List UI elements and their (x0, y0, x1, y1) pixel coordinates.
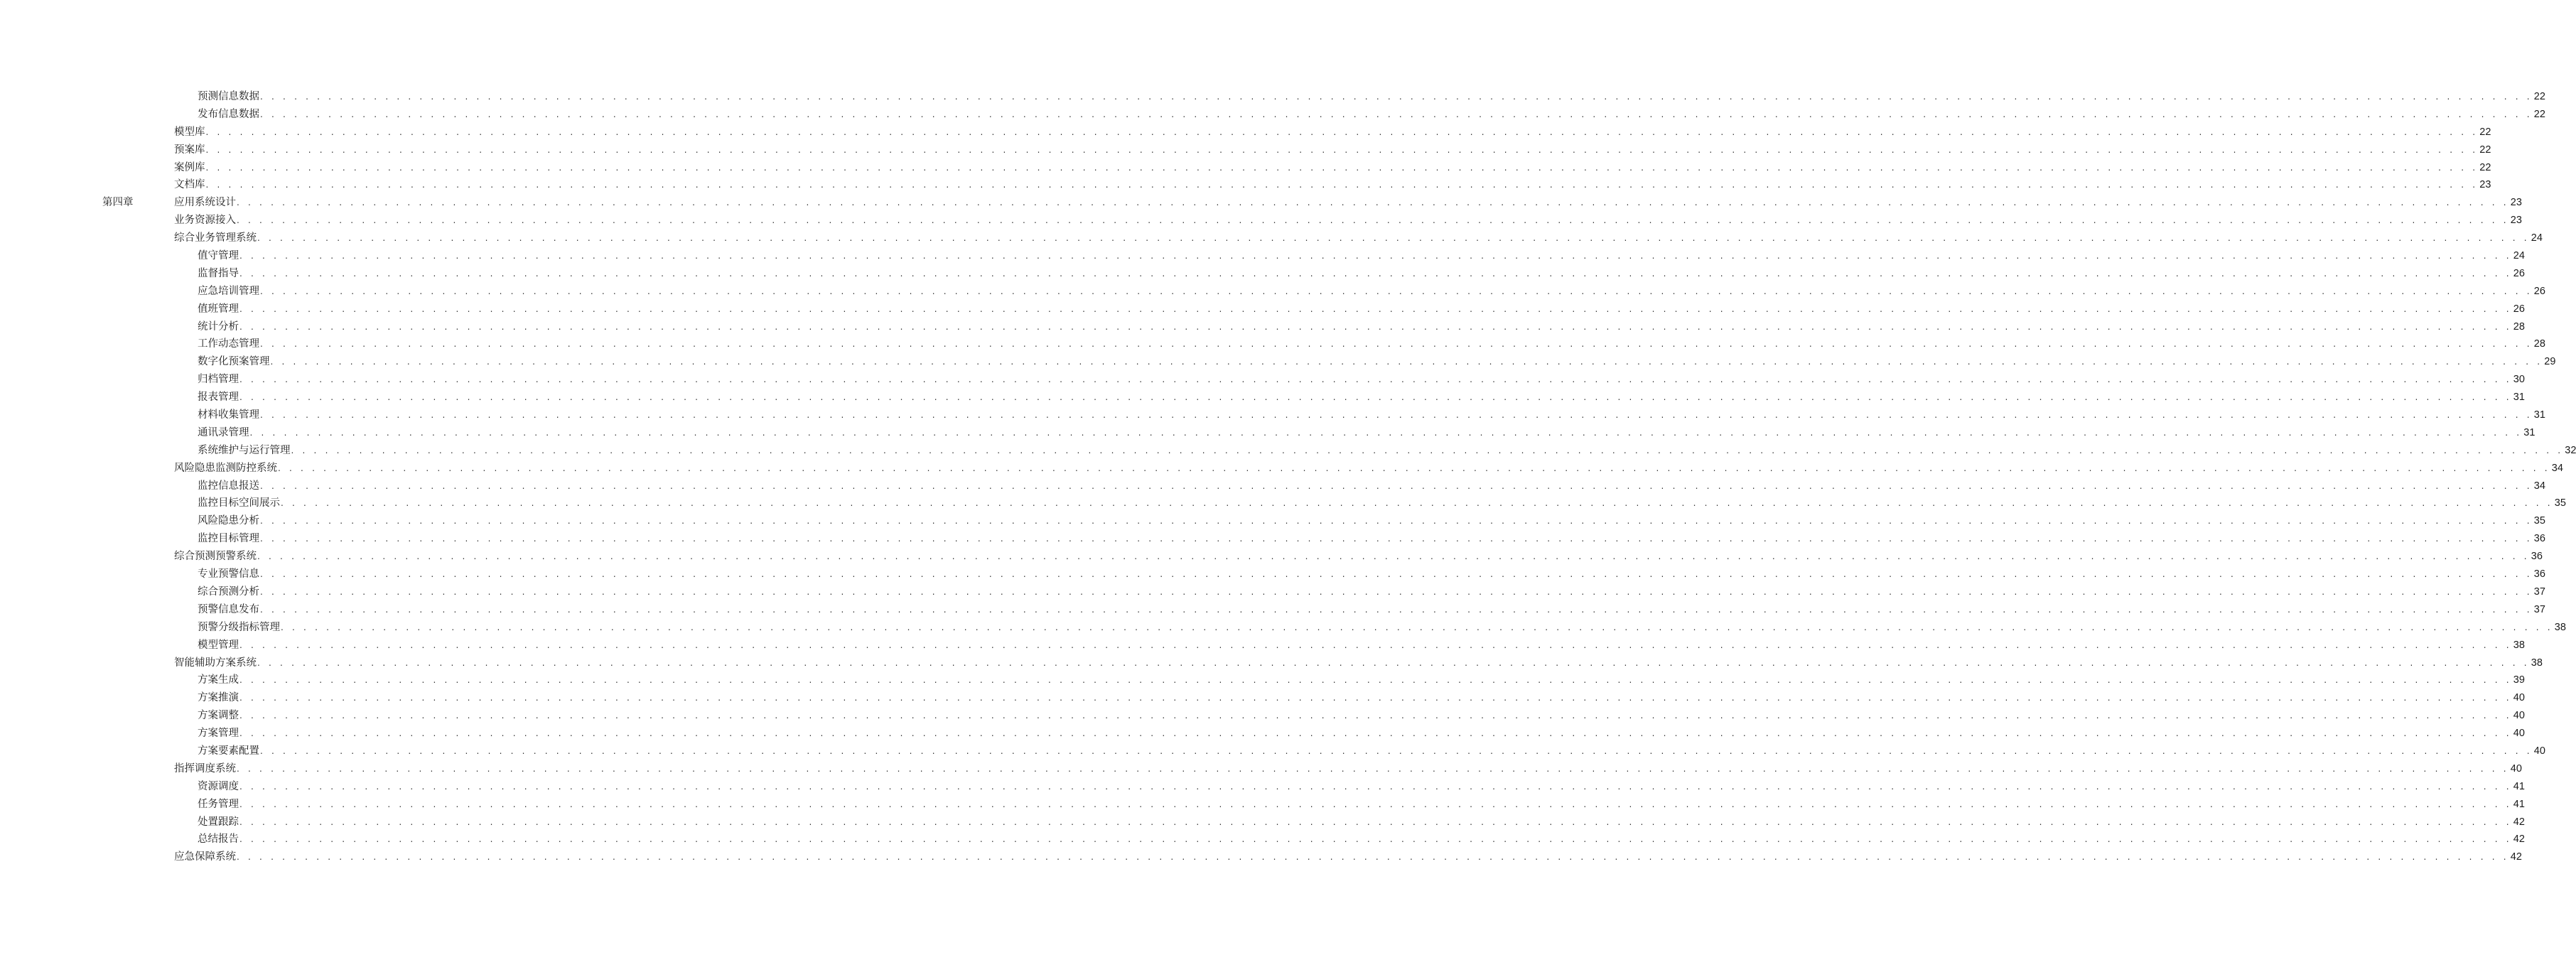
toc-entry-title: 发布信息数据 (198, 108, 259, 120)
toc-entry[interactable] (198, 796, 2525, 814)
toc-page-number: 26 (2533, 285, 2545, 297)
toc-entry-title: 监控目标空间展示 (198, 497, 280, 509)
toc-page-number: 26 (2513, 303, 2525, 315)
dot-leader: . . . . . . . . . . . . . . . . . . . . . . . . . . . . . . . . . . . . . . . . . . . . . . . . . . . . . . . . . . . . . . . . . . . . . . . . . . . . . . . . . . . . . . . . . . . . . . . . . . . . . . . . . . . . . . . . . . . . . . . . . . . . . . . . . . . . . . . . . . . . . . . . . . . . . . . . . . . . . . . . . . . . . . . . . . . . . . . . . . . . . . . . . . . . . . . . . . . . . . . . (257, 551, 2530, 562)
dot-leader: . . . . . . . . . . . . . . . . . . . . . . . . . . . . . . . . . . . . . . . . . . . . . . . . . . . . . . . . . . . . . . . . . . . . . . . . . . . . . . . . . . . . . . . . . . . . . . . . . . . . . . . . . . . . . . . . . . . . . . . . . . . . . . . . . . . . . . . . . . . . . . . . . . . . . . . . . . . . . . . . . . . . . . . . . . . . . . . . . . . . . . . . . . . . . . . . . . . . . . . . (281, 622, 2553, 632)
toc-page-number: 38 (2513, 639, 2525, 651)
toc-entry-title: 综合预测预警系统 (174, 551, 257, 563)
toc-row (0, 512, 2545, 530)
toc-page-number: 42 (2513, 816, 2525, 828)
toc-page-number: 34 (2533, 480, 2545, 492)
dot-leader: . . . . . . . . . . . . . . . . . . . . . . . . . . . . . . . . . . . . . . . . . . . . . . . . . . . . . . . . . . . . . . . . . . . . . . . . . . . . . . . . . . . . . . . . . . . . . . . . . . . . . . . . . . . . . . . . . . . . . . . . . . . . . . . . . . . . . . . . . . . . . . . . . . . . . . . . . . . . . . . . . . . . . . . . . . . . . . . . . . . . . . . . . . . . . . . . . . . . . . . . (205, 126, 2479, 137)
toc-page-number: 30 (2513, 374, 2525, 386)
toc-entry[interactable] (198, 619, 2566, 637)
toc-entry[interactable] (174, 141, 2491, 159)
toc-row (0, 124, 2491, 141)
toc-entry[interactable] (198, 671, 2525, 689)
toc-page-number: 35 (2533, 515, 2545, 527)
toc-chapter-label: 第四章 (102, 197, 134, 209)
dot-leader: . . . . . . . . . . . . . . . . . . . . . . . . . . . . . . . . . . . . . . . . . . . . . . . . . . . . . . . . . . . . . . . . . . . . . . . . . . . . . . . . . . . . . . . . . . . . . . . . . . . . . . . . . . . . . . . . . . . . . . . . . . . . . . . . . . . . . . . . . . . . . . . . . . . . . . . . . . . . . . . . . . . . . . . . . . . . . . . . . . . . . . . . . . . . . . . . . . . . . . . . (278, 463, 2550, 473)
dot-leader: . . . . . . . . . . . . . . . . . . . . . . . . . . . . . . . . . . . . . . . . . . . . . . . . . . . . . . . . . . . . . . . . . . . . . . . . . . . . . . . . . . . . . . . . . . . . . . . . . . . . . . . . . . . . . . . . . . . . . . . . . . . . . . . . . . . . . . . . . . . . . . . . . . . . . . . . . . . . . . . . . . . . . . . . . . . . . . . . . . . . . . . . . . . . . . . . . . . . . . . . (281, 498, 2553, 509)
toc-entry[interactable] (174, 194, 2522, 212)
toc-entry[interactable] (174, 212, 2522, 230)
dot-leader: . . . . . . . . . . . . . . . . . . . . . . . . . . . . . . . . . . . . . . . . . . . . . . . . . . . . . . . . . . . . . . . . . . . . . . . . . . . . . . . . . . . . . . . . . . . . . . . . . . . . . . . . . . . . . . . . . . . . . . . . . . . . . . . . . . . . . . . . . . . . . . . . . . . . . . . . . . . . . . . . . . . . . . . . . . . . . . . . . . . . . . . . . . . . . . . . . . . . . . . . (239, 781, 2512, 792)
toc-entry[interactable] (198, 778, 2525, 796)
toc-entry[interactable] (198, 88, 2545, 106)
toc-entry[interactable] (198, 283, 2545, 301)
dot-leader: . . . . . . . . . . . . . . . . . . . . . . . . . . . . . . . . . . . . . . . . . . . . . . . . . . . . . . . . . . . . . . . . . . . . . . . . . . . . . . . . . . . . . . . . . . . . . . . . . . . . . . . . . . . . . . . . . . . . . . . . . . . . . . . . . . . . . . . . . . . . . . . . . . . . . . . . . . . . . . . . . . . . . . . . . . . . . . . . . . . . . . . . . . . . . . . . . . . . . . . . (260, 480, 2533, 491)
dot-leader: . . . . . . . . . . . . . . . . . . . . . . . . . . . . . . . . . . . . . . . . . . . . . . . . . . . . . . . . . . . . . . . . . . . . . . . . . . . . . . . . . . . . . . . . . . . . . . . . . . . . . . . . . . . . . . . . . . . . . . . . . . . . . . . . . . . . . . . . . . . . . . . . . . . . . . . . . . . . . . . . . . . . . . . . . . . . . . . . . . . . . . . . . . . . . . . . . . . . . . . . (239, 711, 2512, 721)
dot-leader: . . . . . . . . . . . . . . . . . . . . . . . . . . . . . . . . . . . . . . . . . . . . . . . . . . . . . . . . . . . . . . . . . . . . . . . . . . . . . . . . . . . . . . . . . . . . . . . . . . . . . . . . . . . . . . . . . . . . . . . . . . . . . . . . . . . . . . . . . . . . . . . . . . . . . . . . . . . . . . . . . . . . . . . . . . . . . . . . . . . . . . . . . . . . . . . . . . . . . . . . (260, 339, 2533, 350)
toc-row (0, 583, 2545, 601)
toc-row (0, 689, 2525, 707)
toc-page-number: 42 (2513, 833, 2525, 846)
toc-page-number: 22 (2479, 144, 2491, 156)
toc-row (0, 495, 2566, 512)
toc-page-number: 41 (2513, 780, 2525, 792)
toc-entry-title: 资源调度 (198, 780, 239, 792)
dot-leader: . . . . . . . . . . . . . . . . . . . . . . . . . . . . . . . . . . . . . . . . . . . . . . . . . . . . . . . . . . . . . . . . . . . . . . . . . . . . . . . . . . . . . . . . . . . . . . . . . . . . . . . . . . . . . . . . . . . . . . . . . . . . . . . . . . . . . . . . . . . . . . . . . . . . . . . . . . . . . . . . . . . . . . . . . . . . . . . . . . . . . . . . . . . . . . . . . . . . . . . . (239, 268, 2512, 279)
toc-entry[interactable] (198, 353, 2556, 371)
toc-page-number: 40 (2510, 762, 2522, 775)
toc-entry[interactable] (198, 247, 2525, 265)
dot-leader: . . . . . . . . . . . . . . . . . . . . . . . . . . . . . . . . . . . . . . . . . . . . . . . . . . . . . . . . . . . . . . . . . . . . . . . . . . . . . . . . . . . . . . . . . . . . . . . . . . . . . . . . . . . . . . . . . . . . . . . . . . . . . . . . . . . . . . . . . . . . . . . . . . . . . . . . . . . . . . . . . . . . . . . . . . . . . . . . . . . . . . . . . . . . . . . . . . . . . . . . (239, 321, 2512, 332)
toc-entry-title: 归档管理 (198, 374, 239, 386)
toc-page-number: 40 (2533, 745, 2545, 757)
toc-row (0, 530, 2545, 548)
toc-row (0, 831, 2525, 848)
toc-entry-title: 总结报告 (198, 833, 239, 846)
toc-row (0, 442, 2576, 460)
toc-entry[interactable] (198, 601, 2545, 619)
toc-entry[interactable] (198, 318, 2525, 336)
toc-entry[interactable] (174, 848, 2522, 866)
toc-entry[interactable] (198, 442, 2576, 460)
dot-leader: . . . . . . . . . . . . . . . . . . . . . . . . . . . . . . . . . . . . . . . . . . . . . . . . . . . . . . . . . . . . . . . . . . . . . . . . . . . . . . . . . . . . . . . . . . . . . . . . . . . . . . . . . . . . . . . . . . . . . . . . . . . . . . . . . . . . . . . . . . . . . . . . . . . . . . . . . . . . . . . . . . . . . . . . . . . . . . . . . . . . . . . . . . . . . . . . . . . . . . . . (239, 392, 2512, 403)
toc-page-number: 37 (2533, 603, 2545, 615)
toc-entry-title: 智能辅助方案系统 (174, 657, 257, 669)
dot-leader: . . . . . . . . . . . . . . . . . . . . . . . . . . . . . . . . . . . . . . . . . . . . . . . . . . . . . . . . . . . . . . . . . . . . . . . . . . . . . . . . . . . . . . . . . . . . . . . . . . . . . . . . . . . . . . . . . . . . . . . . . . . . . . . . . . . . . . . . . . . . . . . . . . . . . . . . . . . . . . . . . . . . . . . . . . . . . . . . . . . . . . . . . . . . . . . . . . . . . . . . (205, 162, 2479, 173)
dot-leader: . . . . . . . . . . . . . . . . . . . . . . . . . . . . . . . . . . . . . . . . . . . . . . . . . . . . . . . . . . . . . . . . . . . . . . . . . . . . . . . . . . . . . . . . . . . . . . . . . . . . . . . . . . . . . . . . . . . . . . . . . . . . . . . . . . . . . . . . . . . . . . . . . . . . . . . . . . . . . . . . . . . . . . . . . . . . . . . . . . . . . . . . . . . . . . . . . . . . . . . . (239, 251, 2512, 261)
toc-entry[interactable] (174, 654, 2543, 672)
toc-row (0, 637, 2525, 654)
toc-page-number: 22 (2479, 161, 2491, 173)
dot-leader: . . . . . . . . . . . . . . . . . . . . . . . . . . . . . . . . . . . . . . . . . . . . . . . . . . . . . . . . . . . . . . . . . . . . . . . . . . . . . . . . . . . . . . . . . . . . . . . . . . . . . . . . . . . . . . . . . . . . . . . . . . . . . . . . . . . . . . . . . . . . . . . . . . . . . . . . . . . . . . . . . . . . . . . . . . . . . . . . . . . . . . . . . . . . . . . . . . . . . . . . (237, 763, 2509, 774)
toc-entry-title: 专业预警信息 (198, 568, 259, 581)
toc-page-number: 35 (2554, 497, 2566, 509)
toc-entry[interactable] (198, 743, 2545, 760)
toc-entry[interactable] (198, 512, 2545, 530)
toc-entry[interactable] (198, 424, 2535, 442)
dot-leader: . . . . . . . . . . . . . . . . . . . . . . . . . . . . . . . . . . . . . . . . . . . . . . . . . . . . . . . . . . . . . . . . . . . . . . . . . . . . . . . . . . . . . . . . . . . . . . . . . . . . . . . . . . . . . . . . . . . . . . . . . . . . . . . . . . . . . . . . . . . . . . . . . . . . . . . . . . . . . . . . . . . . . . . . . . . . . . . . . . . . . . . . . . . . . . . . . . . . . . . . (239, 675, 2512, 686)
toc-row (0, 106, 2545, 124)
toc-entry[interactable] (198, 814, 2525, 831)
toc-entry-title: 通讯录管理 (198, 426, 249, 438)
toc-entry[interactable] (198, 106, 2545, 124)
toc-row (0, 707, 2525, 725)
dot-leader: . . . . . . . . . . . . . . . . . . . . . . . . . . . . . . . . . . . . . . . . . . . . . . . . . . . . . . . . . . . . . . . . . . . . . . . . . . . . . . . . . . . . . . . . . . . . . . . . . . . . . . . . . . . . . . . . . . . . . . . . . . . . . . . . . . . . . . . . . . . . . . . . . . . . . . . . . . . . . . . . . . . . . . . . . . . . . . . . . . . . . . . . . . . . . . . . . . . . . . . . (237, 215, 2509, 226)
toc-entry[interactable] (198, 478, 2545, 495)
toc-row (0, 301, 2525, 318)
dot-leader: . . . . . . . . . . . . . . . . . . . . . . . . . . . . . . . . . . . . . . . . . . . . . . . . . . . . . . . . . . . . . . . . . . . . . . . . . . . . . . . . . . . . . . . . . . . . . . . . . . . . . . . . . . . . . . . . . . . . . . . . . . . . . . . . . . . . . . . . . . . . . . . . . . . . . . . . . . . . . . . . . . . . . . . . . . . . . . . . . . . . . . . . . . . . . . . . . . . . . . . . (237, 852, 2509, 863)
toc-entry-title: 方案要素配置 (198, 745, 259, 757)
toc-entry[interactable] (198, 265, 2525, 283)
toc-entry-title: 监控信息报送 (198, 480, 259, 492)
toc-entry-title: 方案调整 (198, 710, 239, 722)
dot-leader: . . . . . . . . . . . . . . . . . . . . . . . . . . . . . . . . . . . . . . . . . . . . . . . . . . . . . . . . . . . . . . . . . . . . . . . . . . . . . . . . . . . . . . . . . . . . . . . . . . . . . . . . . . . . . . . . . . . . . . . . . . . . . . . . . . . . . . . . . . . . . . . . . . . . . . . . . . . . . . . . . . . . . . . . . . . . . . . . . . . . . . . . . . . . . . . . . . . . . . . . (260, 604, 2533, 615)
dot-leader: . . . . . . . . . . . . . . . . . . . . . . . . . . . . . . . . . . . . . . . . . . . . . . . . . . . . . . . . . . . . . . . . . . . . . . . . . . . . . . . . . . . . . . . . . . . . . . . . . . . . . . . . . . . . . . . . . . . . . . . . . . . . . . . . . . . . . . . . . . . . . . . . . . . . . . . . . . . . . . . . . . . . . . . . . . . . . . . . . . . . . . . . . . . . . . . . . . . . . . . . (270, 357, 2543, 367)
toc-entry[interactable] (174, 460, 2563, 478)
toc-entry-title: 任务管理 (198, 798, 239, 810)
dot-leader: . . . . . . . . . . . . . . . . . . . . . . . . . . . . . . . . . . . . . . . . . . . . . . . . . . . . . . . . . . . . . . . . . . . . . . . . . . . . . . . . . . . . . . . . . . . . . . . . . . . . . . . . . . . . . . . . . . . . . . . . . . . . . . . . . . . . . . . . . . . . . . . . . . . . . . . . . . . . . . . . . . . . . . . . . . . . . . . . . . . . . . . . . . . . . . . . . . . . . . . . (239, 303, 2512, 314)
toc-page-number: 38 (2531, 657, 2543, 669)
dot-leader: . . . . . . . . . . . . . . . . . . . . . . . . . . . . . . . . . . . . . . . . . . . . . . . . . . . . . . . . . . . . . . . . . . . . . . . . . . . . . . . . . . . . . . . . . . . . . . . . . . . . . . . . . . . . . . . . . . . . . . . . . . . . . . . . . . . . . . . . . . . . . . . . . . . . . . . . . . . . . . . . . . . . . . . . . . . . . . . . . . . . . . . . . . . . . . . . . . . . . . . . (239, 693, 2512, 703)
toc-entry-title: 方案管理 (198, 728, 239, 740)
toc-entry-title: 应用系统设计 (174, 197, 236, 209)
toc-page-number: 23 (2510, 197, 2522, 209)
toc-entry-title: 案例库 (174, 161, 205, 173)
toc-entry-title: 工作动态管理 (198, 338, 259, 350)
dot-leader: . . . . . . . . . . . . . . . . . . . . . . . . . . . . . . . . . . . . . . . . . . . . . . . . . . . . . . . . . . . . . . . . . . . . . . . . . . . . . . . . . . . . . . . . . . . . . . . . . . . . . . . . . . . . . . . . . . . . . . . . . . . . . . . . . . . . . . . . . . . . . . . . . . . . . . . . . . . . . . . . . . . . . . . . . . . . . . . . . . . . . . . . . . . . . . . . . . . . . . . . (260, 410, 2533, 421)
toc-row (0, 335, 2545, 353)
dot-leader: . . . . . . . . . . . . . . . . . . . . . . . . . . . . . . . . . . . . . . . . . . . . . . . . . . . . . . . . . . . . . . . . . . . . . . . . . . . . . . . . . . . . . . . . . . . . . . . . . . . . . . . . . . . . . . . . . . . . . . . . . . . . . . . . . . . . . . . . . . . . . . . . . . . . . . . . . . . . . . . . . . . . . . . . . . . . . . . . . . . . . . . . . . . . . . . . . . . . . . . . (260, 569, 2533, 580)
toc-entry[interactable] (198, 707, 2525, 725)
dot-leader: . . . . . . . . . . . . . . . . . . . . . . . . . . . . . . . . . . . . . . . . . . . . . . . . . . . . . . . . . . . . . . . . . . . . . . . . . . . . . . . . . . . . . . . . . . . . . . . . . . . . . . . . . . . . . . . . . . . . . . . . . . . . . . . . . . . . . . . . . . . . . . . . . . . . . . . . . . . . . . . . . . . . . . . . . . . . . . . . . . . . . . . . . . . . . . . . . . . . . . . . (239, 640, 2512, 650)
toc-entry[interactable] (198, 371, 2525, 389)
toc-entry-title: 值班管理 (198, 303, 239, 315)
toc-entry-title: 方案推演 (198, 692, 239, 704)
toc-row (0, 619, 2566, 637)
toc-page-number: 39 (2513, 674, 2525, 686)
toc-entry-title: 模型库 (174, 126, 205, 138)
toc-row (0, 371, 2525, 389)
toc-page-number: 36 (2531, 551, 2543, 563)
toc-entry-title: 材料收集管理 (198, 409, 259, 421)
toc-page-number: 22 (2479, 126, 2491, 138)
toc-page-number: 24 (2513, 250, 2525, 262)
toc-page-number: 32 (2565, 444, 2576, 456)
toc-row (0, 159, 2491, 177)
toc-page-number: 31 (2533, 409, 2545, 421)
toc-entry-title: 方案生成 (198, 674, 239, 686)
toc-entry-title: 预测信息数据 (198, 91, 259, 102)
toc-row (0, 671, 2525, 689)
toc-entry-title: 统计分析 (198, 320, 239, 333)
toc-row (0, 230, 2543, 247)
toc-entry[interactable] (174, 548, 2543, 566)
dot-leader: . . . . . . . . . . . . . . . . . . . . . . . . . . . . . . . . . . . . . . . . . . . . . . . . . . . . . . . . . . . . . . . . . . . . . . . . . . . . . . . . . . . . . . . . . . . . . . . . . . . . . . . . . . . . . . . . . . . . . . . . . . . . . . . . . . . . . . . . . . . . . . . . . . . . . . . . . . . . . . . . . . . . . . . . . . . . . . . . . . . . . . . . . . . . . . . . . . . . . . . . (260, 92, 2533, 102)
toc-entry[interactable] (198, 406, 2545, 424)
dot-leader: . . . . . . . . . . . . . . . . . . . . . . . . . . . . . . . . . . . . . . . . . . . . . . . . . . . . . . . . . . . . . . . . . . . . . . . . . . . . . . . . . . . . . . . . . . . . . . . . . . . . . . . . . . . . . . . . . . . . . . . . . . . . . . . . . . . . . . . . . . . . . . . . . . . . . . . . . . . . . . . . . . . . . . . . . . . . . . . . . . . . . . . . . . . . . . . . . . . . . . . . (260, 109, 2533, 119)
toc-page-number: 37 (2533, 586, 2545, 598)
dot-leader: . . . . . . . . . . . . . . . . . . . . . . . . . . . . . . . . . . . . . . . . . . . . . . . . . . . . . . . . . . . . . . . . . . . . . . . . . . . . . . . . . . . . . . . . . . . . . . . . . . . . . . . . . . . . . . . . . . . . . . . . . . . . . . . . . . . . . . . . . . . . . . . . . . . . . . . . . . . . . . . . . . . . . . . . . . . . . . . . . . . . . . . . . . . . . . . . . . . . . . . . (239, 799, 2512, 809)
toc-row (0, 796, 2525, 814)
toc-entry[interactable] (198, 689, 2525, 707)
toc-row (0, 548, 2543, 566)
toc-page-number: 23 (2479, 179, 2491, 191)
toc-entry-title: 业务资源接入 (174, 215, 236, 227)
toc-page-number: 31 (2513, 392, 2525, 404)
toc-entry-title: 系统维护与运行管理 (198, 444, 291, 456)
toc-page-number: 40 (2513, 728, 2525, 740)
toc-page-number: 40 (2513, 710, 2525, 722)
toc-row (0, 848, 2522, 866)
toc-entry-title: 预警信息发布 (198, 603, 259, 615)
dot-leader: . . . . . . . . . . . . . . . . . . . . . . . . . . . . . . . . . . . . . . . . . . . . . . . . . . . . . . . . . . . . . . . . . . . . . . . . . . . . . . . . . . . . . . . . . . . . . . . . . . . . . . . . . . . . . . . . . . . . . . . . . . . . . . . . . . . . . . . . . . . . . . . . . . . . . . . . . . . . . . . . . . . . . . . . . . . . . . . . . . . . . . . . . . . . . . . . . . . . . . . . (239, 374, 2512, 385)
toc-entry[interactable] (198, 637, 2525, 654)
toc-page-number: 23 (2510, 215, 2522, 227)
toc-entry[interactable] (174, 760, 2522, 778)
toc-entry-title: 风险隐患分析 (198, 515, 259, 527)
toc-entry-title: 文档库 (174, 179, 205, 191)
toc-page-number: 36 (2533, 568, 2545, 581)
dot-leader: . . . . . . . . . . . . . . . . . . . . . . . . . . . . . . . . . . . . . . . . . . . . . . . . . . . . . . . . . . . . . . . . . . . . . . . . . . . . . . . . . . . . . . . . . . . . . . . . . . . . . . . . . . . . . . . . . . . . . . . . . . . . . . . . . . . . . . . . . . . . . . . . . . . . . . . . . . . . . . . . . . . . . . . . . . . . . . . . . . . . . . . . . . . . . . . . . . . . . . . . (260, 745, 2533, 756)
toc-entry[interactable] (174, 230, 2543, 247)
toc-row (0, 176, 2491, 194)
toc-entry-title: 风险隐患监测防控系统 (174, 462, 277, 474)
toc-page-number: 41 (2513, 798, 2525, 810)
toc-row (0, 265, 2525, 283)
toc-row (0, 318, 2525, 336)
dot-leader: . . . . . . . . . . . . . . . . . . . . . . . . . . . . . . . . . . . . . . . . . . . . . . . . . . . . . . . . . . . . . . . . . . . . . . . . . . . . . . . . . . . . . . . . . . . . . . . . . . . . . . . . . . . . . . . . . . . . . . . . . . . . . . . . . . . . . . . . . . . . . . . . . . . . . . . . . . . . . . . . . . . . . . . . . . . . . . . . . . . . . . . . . . . . . . . . . . . . . . . . (205, 180, 2479, 190)
toc-entry[interactable] (174, 159, 2491, 177)
toc-page-number: 36 (2533, 533, 2545, 545)
toc-row (0, 654, 2543, 672)
toc-page-number: 40 (2513, 692, 2525, 704)
toc-row (0, 406, 2545, 424)
dot-leader: . . . . . . . . . . . . . . . . . . . . . . . . . . . . . . . . . . . . . . . . . . . . . . . . . . . . . . . . . . . . . . . . . . . . . . . . . . . . . . . . . . . . . . . . . . . . . . . . . . . . . . . . . . . . . . . . . . . . . . . . . . . . . . . . . . . . . . . . . . . . . . . . . . . . . . . . . . . . . . . . . . . . . . . . . . . . . . . . . . . . . . . . . . . . . . . . . . . . . . . . (239, 728, 2512, 739)
toc-row (0, 814, 2525, 831)
dot-leader: . . . . . . . . . . . . . . . . . . . . . . . . . . . . . . . . . . . . . . . . . . . . . . . . . . . . . . . . . . . . . . . . . . . . . . . . . . . . . . . . . . . . . . . . . . . . . . . . . . . . . . . . . . . . . . . . . . . . . . . . . . . . . . . . . . . . . . . . . . . . . . . . . . . . . . . . . . . . . . . . . . . . . . . . . . . . . . . . . . . . . . . . . . . . . . . . . . . . . . . . (291, 445, 2564, 455)
toc-page-number: 34 (2551, 462, 2563, 474)
toc-entry-title: 监督指导 (198, 267, 239, 279)
toc-entry-title: 监控目标管理 (198, 533, 259, 545)
toc-entry-title: 报表管理 (198, 392, 239, 404)
dot-leader: . . . . . . . . . . . . . . . . . . . . . . . . . . . . . . . . . . . . . . . . . . . . . . . . . . . . . . . . . . . . . . . . . . . . . . . . . . . . . . . . . . . . . . . . . . . . . . . . . . . . . . . . . . . . . . . . . . . . . . . . . . . . . . . . . . . . . . . . . . . . . . . . . . . . . . . . . . . . . . . . . . . . . . . . . . . . . . . . . . . . . . . . . . . . . . . . . . . . . . . . (239, 816, 2512, 827)
toc-row (0, 141, 2491, 159)
toc-row (0, 566, 2545, 583)
toc-entry-title: 预警分级指标管理 (198, 621, 280, 633)
toc-page-number: 42 (2510, 851, 2522, 863)
toc-row (0, 283, 2545, 301)
toc-entry[interactable] (198, 301, 2525, 318)
toc-entry-title: 指挥调度系统 (174, 762, 236, 775)
toc-row (0, 88, 2545, 106)
toc-entry-title: 处置跟踪 (198, 816, 239, 828)
toc-row (0, 743, 2545, 760)
toc-entry[interactable] (198, 495, 2566, 512)
toc-entry-title: 应急培训管理 (198, 285, 259, 297)
toc-row (0, 424, 2535, 442)
toc-page-number: 38 (2554, 621, 2566, 633)
toc-entry[interactable] (198, 530, 2545, 548)
toc-page-number: 22 (2533, 91, 2545, 102)
dot-leader: . . . . . . . . . . . . . . . . . . . . . . . . . . . . . . . . . . . . . . . . . . . . . . . . . . . . . . . . . . . . . . . . . . . . . . . . . . . . . . . . . . . . . . . . . . . . . . . . . . . . . . . . . . . . . . . . . . . . . . . . . . . . . . . . . . . . . . . . . . . . . . . . . . . . . . . . . . . . . . . . . . . . . . . . . . . . . . . . . . . . . . . . . . . . . . . . . . . . . . . . (260, 534, 2533, 544)
toc-row (0, 247, 2525, 265)
toc-row (0, 212, 2522, 230)
dot-leader: . . . . . . . . . . . . . . . . . . . . . . . . . . . . . . . . . . . . . . . . . . . . . . . . . . . . . . . . . . . . . . . . . . . . . . . . . . . . . . . . . . . . . . . . . . . . . . . . . . . . . . . . . . . . . . . . . . . . . . . . . . . . . . . . . . . . . . . . . . . . . . . . . . . . . . . . . . . . . . . . . . . . . . . . . . . . . . . . . . . . . . . . . . . . . . . . . . . . . . . . (260, 586, 2533, 597)
dot-leader: . . . . . . . . . . . . . . . . . . . . . . . . . . . . . . . . . . . . . . . . . . . . . . . . . . . . . . . . . . . . . . . . . . . . . . . . . . . . . . . . . . . . . . . . . . . . . . . . . . . . . . . . . . . . . . . . . . . . . . . . . . . . . . . . . . . . . . . . . . . . . . . . . . . . . . . . . . . . . . . . . . . . . . . . . . . . . . . . . . . . . . . . . . . . . . . . . . . . . . . . (249, 427, 2523, 438)
toc-entry[interactable] (174, 124, 2491, 141)
toc-row (0, 601, 2545, 619)
dot-leader: . . . . . . . . . . . . . . . . . . . . . . . . . . . . . . . . . . . . . . . . . . . . . . . . . . . . . . . . . . . . . . . . . . . . . . . . . . . . . . . . . . . . . . . . . . . . . . . . . . . . . . . . . . . . . . . . . . . . . . . . . . . . . . . . . . . . . . . . . . . . . . . . . . . . . . . . . . . . . . . . . . . . . . . . . . . . . . . . . . . . . . . . . . . . . . . . . . . . . . . . (239, 834, 2512, 845)
toc-entry[interactable] (198, 335, 2545, 353)
toc-page-number: 31 (2523, 426, 2535, 438)
dot-leader: . . . . . . . . . . . . . . . . . . . . . . . . . . . . . . . . . . . . . . . . . . . . . . . . . . . . . . . . . . . . . . . . . . . . . . . . . . . . . . . . . . . . . . . . . . . . . . . . . . . . . . . . . . . . . . . . . . . . . . . . . . . . . . . . . . . . . . . . . . . . . . . . . . . . . . . . . . . . . . . . . . . . . . . . . . . . . . . . . . . . . . . . . . . . . . . . . . . . . . . . (257, 657, 2530, 668)
dot-leader: . . . . . . . . . . . . . . . . . . . . . . . . . . . . . . . . . . . . . . . . . . . . . . . . . . . . . . . . . . . . . . . . . . . . . . . . . . . . . . . . . . . . . . . . . . . . . . . . . . . . . . . . . . . . . . . . . . . . . . . . . . . . . . . . . . . . . . . . . . . . . . . . . . . . . . . . . . . . . . . . . . . . . . . . . . . . . . . . . . . . . . . . . . . . . . . . . . . . . . . . (257, 233, 2530, 244)
toc-row (0, 194, 2522, 212)
toc-entry-title: 数字化预案管理 (198, 356, 270, 368)
toc-entry-title: 模型管理 (198, 639, 239, 651)
toc-entry-title: 综合业务管理系统 (174, 232, 257, 244)
toc-page-number: 26 (2513, 267, 2525, 279)
dot-leader: . . . . . . . . . . . . . . . . . . . . . . . . . . . . . . . . . . . . . . . . . . . . . . . . . . . . . . . . . . . . . . . . . . . . . . . . . . . . . . . . . . . . . . . . . . . . . . . . . . . . . . . . . . . . . . . . . . . . . . . . . . . . . . . . . . . . . . . . . . . . . . . . . . . . . . . . . . . . . . . . . . . . . . . . . . . . . . . . . . . . . . . . . . . . . . . . . . . . . . . . (260, 286, 2533, 296)
toc-page-number: 29 (2544, 356, 2556, 368)
toc-page-number: 28 (2533, 338, 2545, 350)
dot-leader: . . . . . . . . . . . . . . . . . . . . . . . . . . . . . . . . . . . . . . . . . . . . . . . . . . . . . . . . . . . . . . . . . . . . . . . . . . . . . . . . . . . . . . . . . . . . . . . . . . . . . . . . . . . . . . . . . . . . . . . . . . . . . . . . . . . . . . . . . . . . . . . . . . . . . . . . . . . . . . . . . . . . . . . . . . . . . . . . . . . . . . . . . . . . . . . . . . . . . . . . (260, 516, 2533, 527)
toc-entry-title: 预案库 (174, 144, 205, 156)
toc-entry-title: 综合预测分析 (198, 586, 259, 598)
toc-entry[interactable] (198, 389, 2525, 406)
toc-entry[interactable] (174, 176, 2491, 194)
dot-leader: . . . . . . . . . . . . . . . . . . . . . . . . . . . . . . . . . . . . . . . . . . . . . . . . . . . . . . . . . . . . . . . . . . . . . . . . . . . . . . . . . . . . . . . . . . . . . . . . . . . . . . . . . . . . . . . . . . . . . . . . . . . . . . . . . . . . . . . . . . . . . . . . . . . . . . . . . . . . . . . . . . . . . . . . . . . . . . . . . . . . . . . . . . . . . . . . . . . . . . . . (237, 198, 2509, 208)
toc-page-number: 24 (2531, 232, 2543, 244)
dot-leader: . . . . . . . . . . . . . . . . . . . . . . . . . . . . . . . . . . . . . . . . . . . . . . . . . . . . . . . . . . . . . . . . . . . . . . . . . . . . . . . . . . . . . . . . . . . . . . . . . . . . . . . . . . . . . . . . . . . . . . . . . . . . . . . . . . . . . . . . . . . . . . . . . . . . . . . . . . . . . . . . . . . . . . . . . . . . . . . . . . . . . . . . . . . . . . . . . . . . . . . . (205, 144, 2479, 155)
toc-entry[interactable] (198, 583, 2545, 601)
toc-row (0, 460, 2563, 478)
toc-entry[interactable] (198, 566, 2545, 583)
toc-entry-title: 值守管理 (198, 250, 239, 262)
toc-row (0, 478, 2545, 495)
toc-row (0, 725, 2525, 743)
toc-entry-title: 应急保障系统 (174, 851, 236, 863)
toc-page-number: 22 (2533, 108, 2545, 120)
toc-entry[interactable] (198, 725, 2525, 743)
toc-entry[interactable] (198, 831, 2525, 848)
table-of-contents (0, 88, 2576, 866)
toc-row (0, 760, 2522, 778)
toc-page-number: 28 (2513, 320, 2525, 333)
toc-row (0, 353, 2556, 371)
toc-row (0, 389, 2525, 406)
toc-row (0, 778, 2525, 796)
